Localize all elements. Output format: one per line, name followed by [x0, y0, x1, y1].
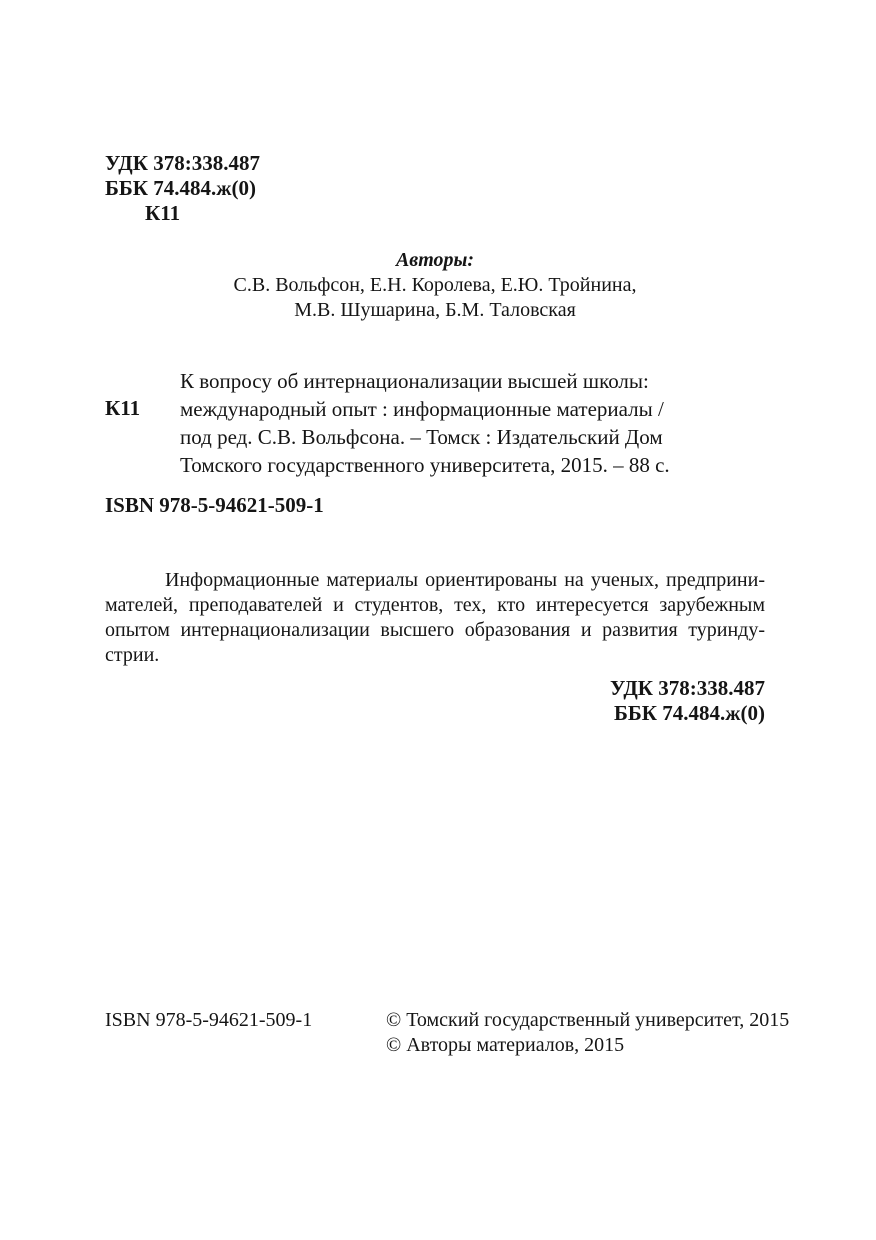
- catalog-entry-text: [180, 367, 765, 479]
- isbn-heading: ISBN 978-5-94621-509-1: [105, 493, 324, 517]
- catalog-entry-line: под ред. С.В. Вольфсона. – Томск : Издательский Дом: [180, 425, 663, 449]
- isbn-imprint: ISBN 978-5-94621-509-1: [105, 1009, 313, 1031]
- bbk-number-footer: ББК 74.484.ж(0): [614, 701, 765, 725]
- udk-number-footer: УДК 378:338.487: [610, 676, 765, 700]
- annotation-line: опытом интернационализации высшего образования и развития туринду-: [105, 619, 765, 641]
- copyright-line: © Авторы материалов, 2015: [386, 1034, 625, 1056]
- authors-line: С.В. Вольфсон, Е.Н. Королева, Е.Ю. Тройнина,: [233, 274, 637, 296]
- classification-footer: [105, 676, 765, 726]
- authors-line: М.В. Шушарина, Б.М. Таловская: [294, 299, 576, 321]
- annotation-line: стрии.: [105, 644, 160, 666]
- classification-block: [105, 151, 260, 226]
- catalog-entry-line: международный опыт : информационные материалы /: [180, 397, 664, 421]
- annotation-line: Информационные материалы ориентированы на ученых, предприни-: [165, 569, 765, 591]
- udk-number: УДК 378:338.487: [105, 151, 260, 175]
- copyright-block: [386, 1008, 789, 1058]
- catalog-code-label: К11: [105, 396, 141, 420]
- authors-heading: Авторы:: [395, 249, 475, 271]
- copyright-line: © Томский государственный университет, 2015: [386, 1009, 790, 1031]
- annotation-line: мателей, преподавателей и студентов, тех, кто интересуется зарубежным: [105, 594, 765, 616]
- annotation-paragraph: [105, 568, 765, 668]
- catalog-code-top: К11: [145, 201, 181, 225]
- catalog-entry-line: К вопросу об интернационализации высшей школы:: [180, 369, 649, 393]
- authors-block: [105, 248, 765, 323]
- catalog-entry-line: Томского государственного университета, 2015. – 88 с.: [180, 453, 670, 477]
- bbk-number: ББК 74.484.ж(0): [105, 176, 256, 200]
